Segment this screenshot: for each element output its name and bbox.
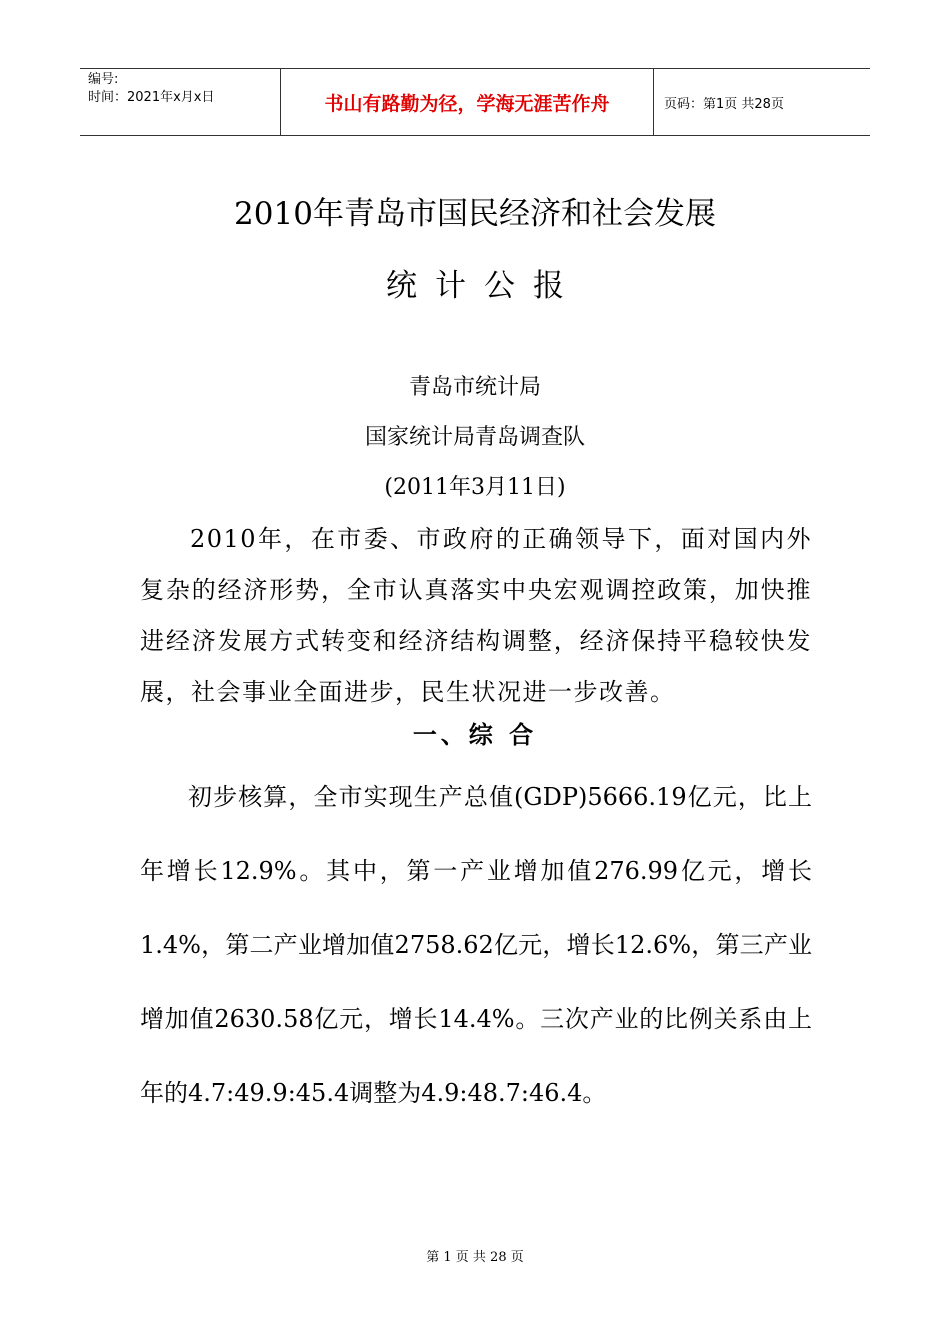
issuer-org-1: 青岛市统计局 bbox=[408, 375, 541, 400]
header-page-label: 页码：第1页 共28页 bbox=[664, 96, 784, 112]
page-footer: 第 1 页 共 28 页 bbox=[426, 1250, 524, 1265]
issue-date: (2011年3月11日) bbox=[384, 475, 566, 500]
time-label: 时间：2021年x月x日 bbox=[88, 90, 215, 105]
document-header bbox=[80, 68, 870, 136]
issuer-org-2: 国家统计局青岛调查队 bbox=[364, 425, 585, 450]
document-subtitle: 统计公报 bbox=[386, 268, 582, 304]
header-meta bbox=[80, 69, 280, 135]
number-label: 编号: bbox=[88, 72, 119, 87]
section-heading: 一、综 合 bbox=[412, 721, 538, 749]
section-paragraph: 初步核算，全市实现生产总值(GDP)5666.19亿元，比上年增长12.9%。其中，第一产业增加值276.99亿元，增长1.4%，第二产业增加值2758.62亿元，增长12.6%，第三产业增加值2630.58亿元，增长14.4%。三次产业的比例关系由上年的4.7:49.9:45.4调整为4.9:48.7:46.4。 bbox=[140, 783, 812, 1107]
header-motto: 书山有路勤为径，学海无涯苦作舟 bbox=[280, 69, 654, 135]
intro-paragraph: 2010年，在市委、市政府的正确领导下，面对国内外复杂的经济形势，全市认真落实中央宏观调控政策，加快推进经济发展方式转变和经济结构调整，经济保持平稳较快发展，社会事业全面进步，民生状况进一步改善。 bbox=[140, 525, 812, 706]
document-title: 2010年青岛市国民经济和社会发展 bbox=[234, 196, 716, 232]
